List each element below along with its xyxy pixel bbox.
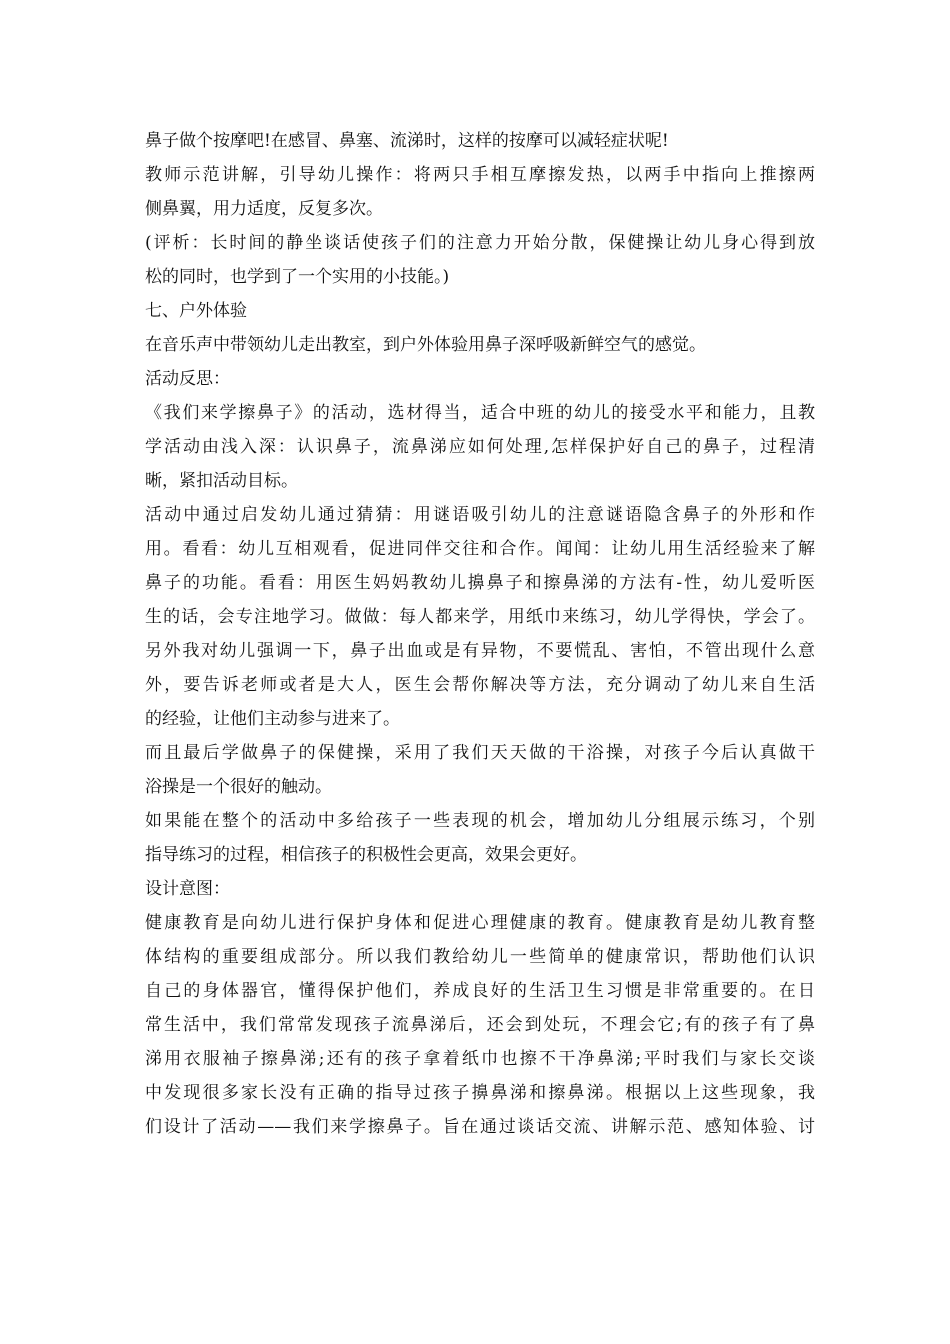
text-line: 鼻子的功能。看看：用医生妈妈教幼儿擤鼻子和擦鼻涕的方法有-性，幼儿爱听医 [145,573,815,593]
text-line: 《我们来学擦鼻子》的活动，选材得当，适合中班的幼儿的接受水平和能力，且教 [145,403,815,423]
text-line: 们设计了活动——我们来学擦鼻子。旨在通过谈话交流、讲解示范、感知体验、讨 [145,1117,815,1137]
text-line: (评析：长时间的静坐谈话使孩子们的注意力开始分散，保健操让幼儿身心得到放 [145,233,815,253]
text-line: 而且最后学做鼻子的保健操，采用了我们天天做的干浴操，对孩子今后认真做干 [145,743,815,763]
section-heading: 设计意图： [145,879,230,899]
text-line: 在音乐声中带领幼儿走出教室，到户外体验用鼻子深呼吸新鲜空气的感觉。 [145,335,706,355]
text-line: 体结构的重要组成部分。所以我们教给幼儿一些简单的健康常识，帮助他们认识 [145,947,815,967]
text-line: 的经验，让他们主动参与进来了。 [145,709,400,729]
text-line: 自己的身体器官，懂得保护他们，养成良好的生活卫生习惯是非常重要的。在日 [145,981,815,1001]
text-line: 健康教育是向幼儿进行保护身体和促进心理健康的教育。健康教育是幼儿教育整 [145,913,815,933]
text-line: 外，要告诉老师或者是大人，医生会帮你解决等方法，充分调动了幼儿来自生活 [145,675,815,695]
text-line: 浴操是一个很好的触动。 [145,777,332,797]
text-line: 常生活中，我们常常发现孩子流鼻涕后，还会到处玩，不理会它;有的孩子有了鼻 [145,1015,815,1035]
text-line: 生的话，会专注地学习。做做：每人都来学，用纸巾来练习，幼儿学得快，学会了。 [145,607,815,627]
text-line: 用。看看：幼儿互相观看，促进同伴交往和合作。闻闻：让幼儿用生活经验来了解 [145,539,815,559]
section-heading: 七、户外体验 [145,301,247,321]
text-line: 学活动由浅入深：认识鼻子，流鼻涕应如何处理,怎样保护好自己的鼻子，过程清 [145,437,815,457]
text-line: 松的同时，也学到了一个实用的小技能。) [145,267,450,287]
text-line: 晰，紧扣活动目标。 [145,471,298,491]
text-line: 另外我对幼儿强调一下，鼻子出血或是有异物，不要慌乱、害怕，不管出现什么意 [145,641,815,661]
text-line: 教师示范讲解，引导幼儿操作：将两只手相互摩擦发热，以两手中指向上推擦两 [145,165,815,185]
text-line: 中发现很多家长没有正确的指导过孩子擤鼻涕和擦鼻涕。根据以上这些现象，我 [145,1083,815,1103]
text-line: 涕用衣服袖子擦鼻涕;还有的孩子拿着纸巾也擦不干净鼻涕;平时我们与家长交谈 [145,1049,815,1069]
section-heading: 活动反思： [145,369,230,389]
text-line: 指导练习的过程，相信孩子的积极性会更高，效果会更好。 [145,845,587,865]
text-line: 如果能在整个的活动中多给孩子一些表现的机会，增加幼儿分组展示练习，个别 [145,811,815,831]
text-line: 侧鼻翼，用力适度，反复多次。 [145,199,383,219]
document-body [145,124,815,1144]
text-line: 鼻子做个按摩吧!在感冒、鼻塞、流涕时，这样的按摩可以减轻症状呢! [145,131,669,151]
text-line: 活动中通过启发幼儿通过猜猜：用谜语吸引幼儿的注意谜语隐含鼻子的外形和作 [145,505,815,525]
